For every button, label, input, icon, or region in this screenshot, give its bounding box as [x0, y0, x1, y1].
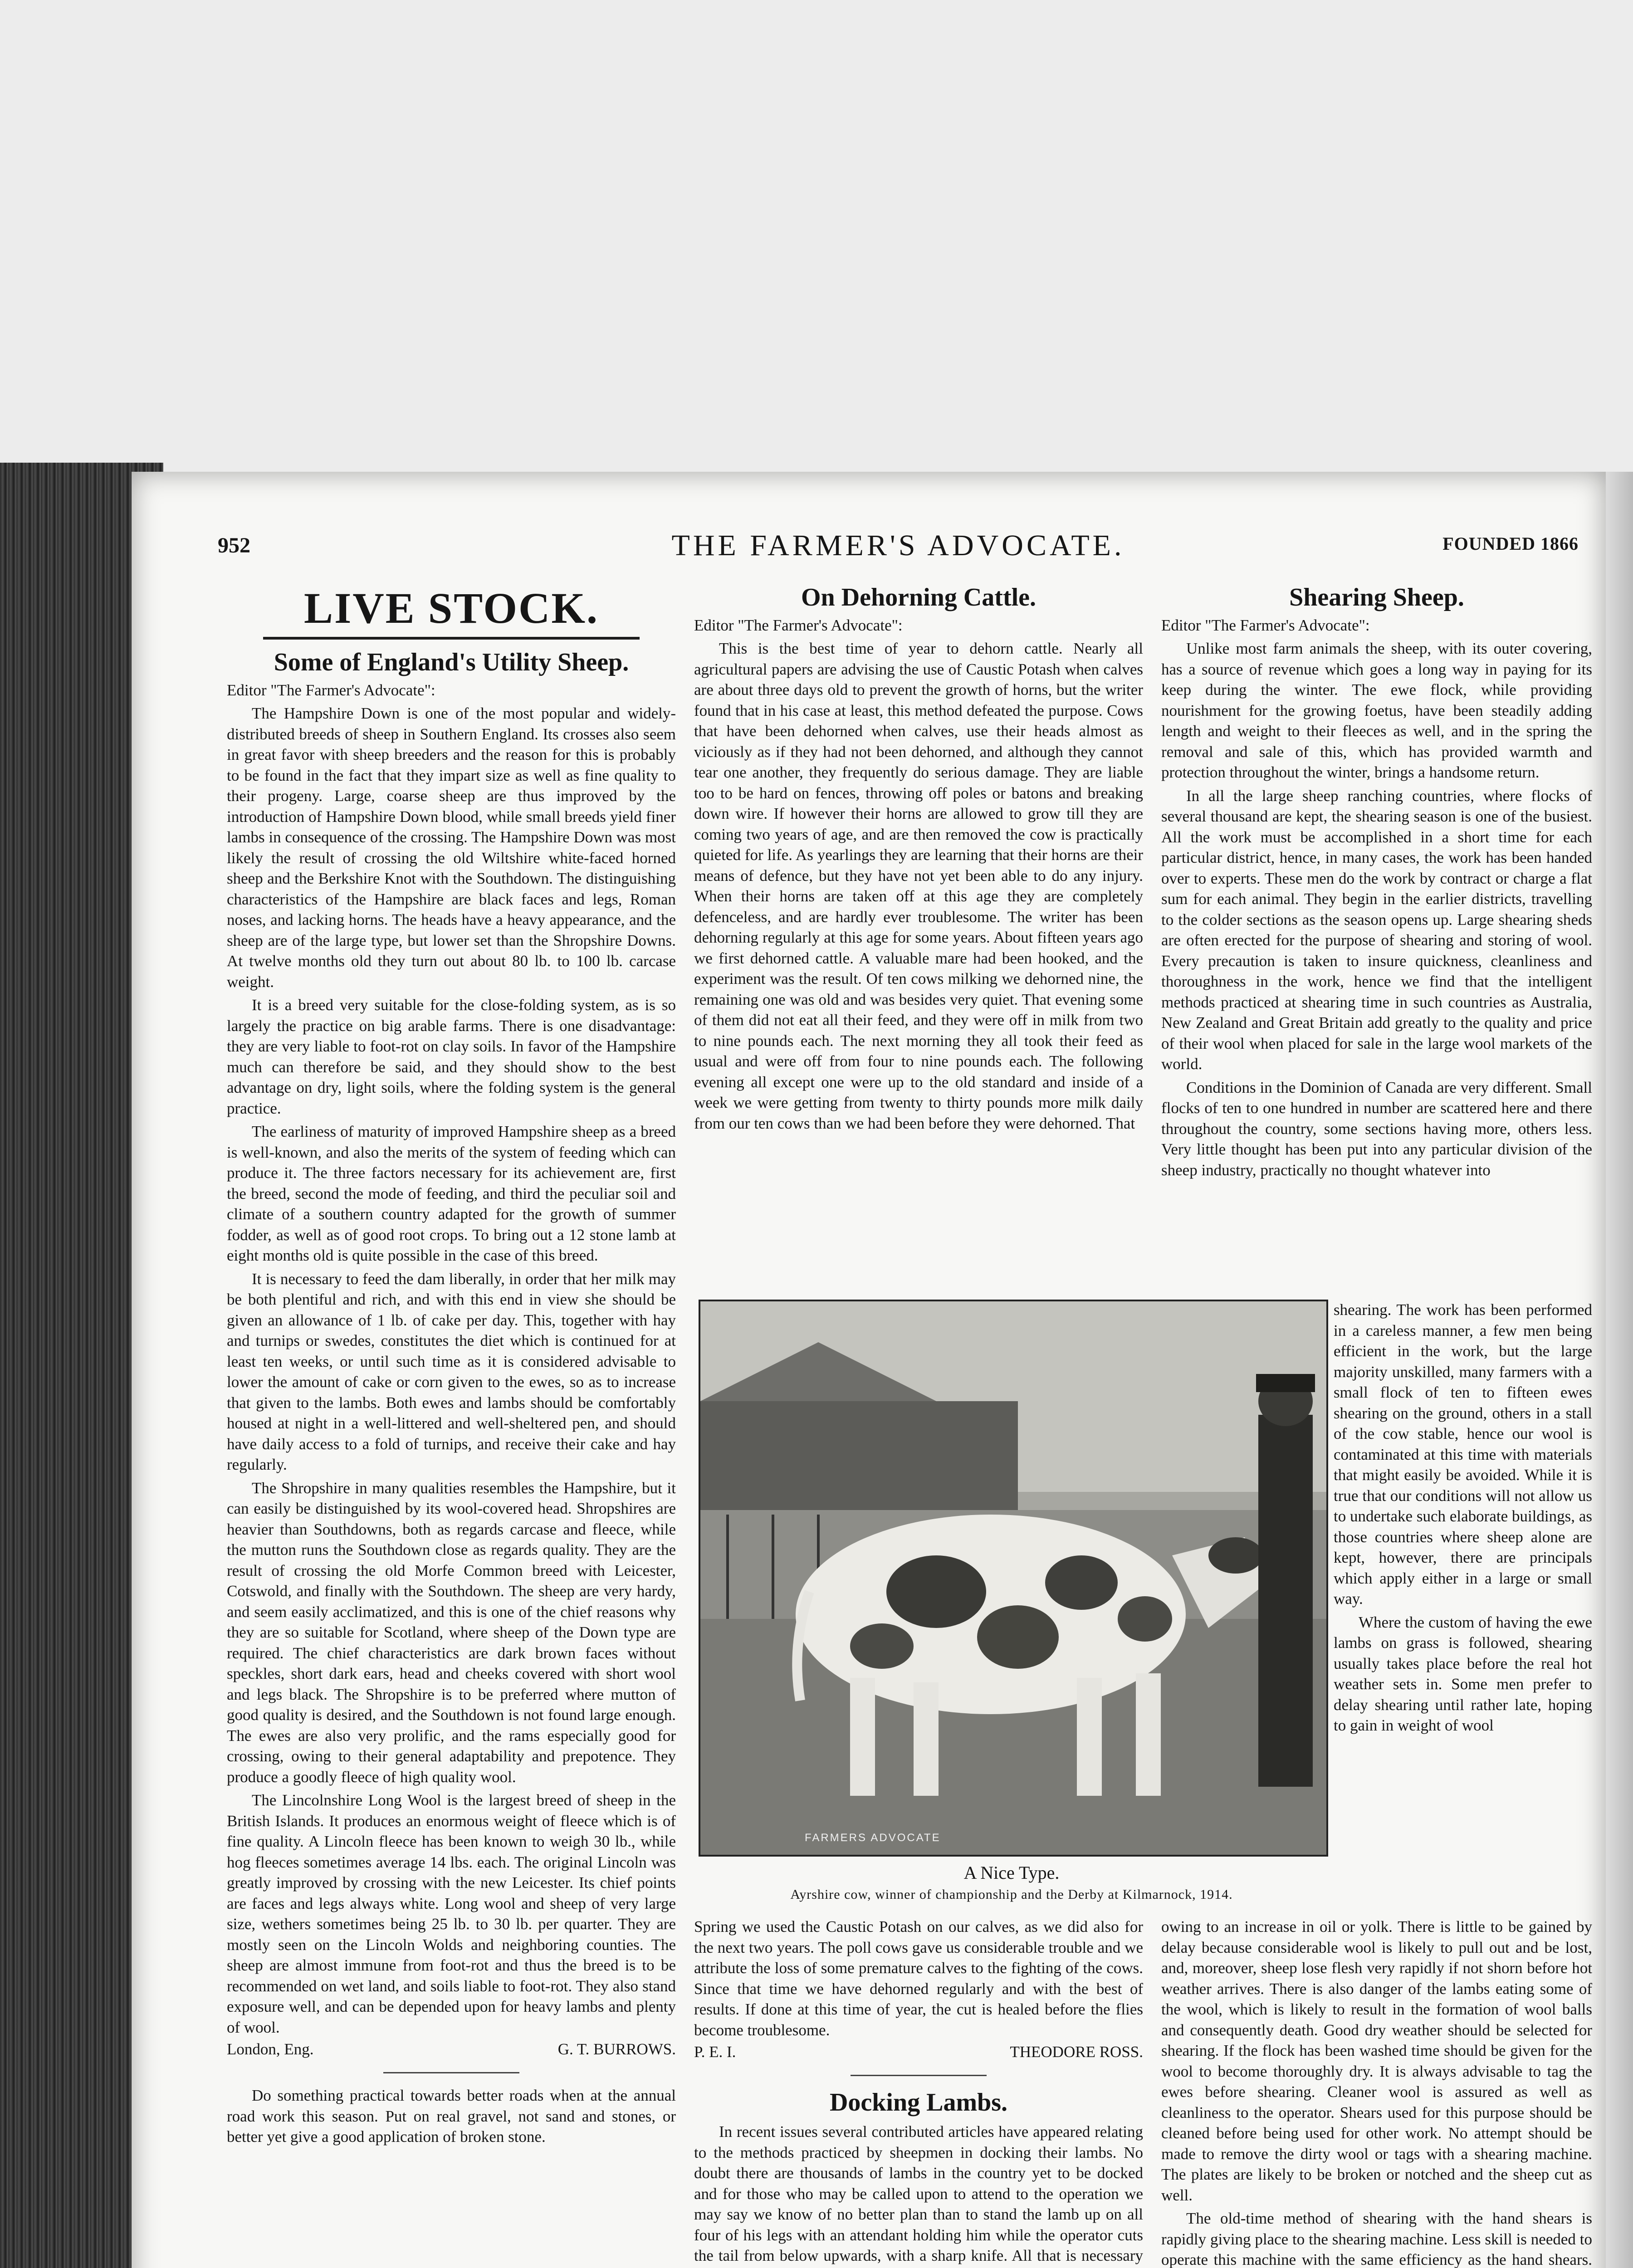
paragraph: The Shropshire in many qualities resembles the Hampshire, but it can easily be distinguished by its wool-covered head. Shropshires are heavier than Southdowns, both as regards carcase and fleece, while the mutton runs the Southdown close as regards quality. They are the result of crossing the old Morfe Common breed with Leicester, Cotswold, and finally with the Southdown. The sheep are very hardy, and seem easily acclimatized, and this is one of the chief reasons why they are so suitable for Scotland, where sheep of the Down type are required. The chief characteristics are dark brown faces without speckles, short dark ears, head and cheeks covered with short wool and legs black. The Shropshire is to be preferred where mutton of good quality is desired, and the Southdown is not found large enough. The ewes are also very prolific, and the rams especially good for crossing, owing to their general adaptability and prepotence. They produce a goodly fleece of high quality wool.	[227, 1479, 676, 1786]
signature-line	[227, 2040, 676, 2058]
paragraph: In recent issues several contributed articles have appeared relating to the methods practiced by sheepmen in docking their lambs. No doubt there are thousands of lambs in the country yet to be docked and for those who may be called upon to attend to the operation we may say we know of no better plan than to stand the lamb up on all four of his legs with an attendant holding him while the operator cuts the tail from below upwards, with a sharp knife. All that is necessary	[694, 2123, 1143, 2264]
column-left	[227, 583, 676, 2150]
photo-caption: Ayrshire cow, winner of championship and the Derby at Kilmarnock, 1914.	[790, 1887, 1233, 1902]
column-right-narrow	[1334, 1300, 1592, 1739]
paragraph: shearing. The work has been performed in a careless manner, a few men being efficient in the work, but the large majority unskilled, many farmers with a small flock of ten to fifteen ewes shearing on the ground, others in a stall of the cow stable, hence our wool is contaminated at this time with materials that might easily be avoided. While it is true that our conditions will not allow us to undertake such elaborate buildings, as those countries where sheep alone are kept, however, there are principals which apply either in a large or small way.	[1334, 1301, 1592, 1608]
article-title-dehorning: On Dehorning Cattle.	[801, 583, 1036, 611]
paragraph: Spring we used the Caustic Potash on our calves, as we did also for the next two years. The poll cows gave us considerable trouble and we attribute the loss of some premature calves to the fighting of the cows. Since that time we have dehorned regularly and with the best of results. If done at this time of year, the cut is healed before the flies become troublesome.	[694, 1918, 1143, 2039]
article-title-docking: Docking Lambs.	[829, 2088, 1008, 2116]
article-body-shearing	[1161, 638, 1592, 1180]
divider-rule	[383, 2072, 519, 2073]
signature-line	[694, 2043, 1143, 2061]
paragraph: The earliness of maturity of improved Hampshire sheep as a breed is well-known, and also the merits of the system of feeding which can produce it. The three factors necessary for its achievement are, first the breed, second the mode of feeding, and third the peculiar soil and climate of a southern country adapted for the growth of summer fodder, as well as of good root crops. To bring out a 12 stone lamb at eight months old is quite possible in the case of this breed.	[227, 1123, 676, 1264]
section-rule	[263, 637, 640, 640]
ayrshire-cow-image	[700, 1301, 1326, 1855]
roads-note	[227, 2085, 676, 2147]
film-leader	[0, 0, 1633, 472]
paragraph: Conditions in the Dominion of Canada are very different. Small flocks of ten to one hundred in number are scattered here and there throughout the country, some sections having more, others less. Very little thought has been put into any particular division of the sheep industry, practically no thought whatever into	[1161, 1078, 1592, 1179]
paragraph: Do something practical towards better roads when at the annual road work this season. Put on real gravel, not sand and stones, or better yet give a good application of broken stone.	[227, 2087, 676, 2146]
paragraph: It is necessary to feed the dam liberally, in order that her milk may be both plentiful and rich, and with this end in view she should be given an allowance of 1 lb. of cake per day. This, together with hay and turnips or swedes, constitutes the diet which is continued for at least ten weeks, or until such time as it is considered advisable to lower the amount of cake or corn given to the ewes, so as to increase that given to the lambs. Both ewes and lambs should be comfortably housed at night in a well-littered and well-sheltered pen, and should have daily access to a fold of turnips, and receive their cake and hay regularly.	[227, 1270, 676, 1473]
photo-watermark: FARMERS ADVOCATE	[805, 1832, 941, 1844]
paragraph: It is a breed very suitable for the close-folding system, as is so largely the practice on big arable farms. There is one disadvantage: they are very liable to foot-rot on clay soils. In favor of the Hampshire much can therefore be said, and they should show to the best advantage on dry, light soils, where the folding system is the general practice.	[227, 996, 676, 1117]
editor-line: Editor "The Farmer's Advocate":	[227, 681, 435, 699]
newspaper-title: THE FARMER'S ADVOCATE.	[671, 529, 1125, 562]
column-right-bottom	[1161, 1916, 1592, 2268]
editor-line: Editor "The Farmer's Advocate":	[694, 616, 903, 634]
cow-photograph	[699, 1300, 1328, 1857]
paragraph: Unlike most farm animals the sheep, with its outer covering, has a source of revenue which goes a long way in paying for its keep during the winter. The ewe flock, while providing nourishment for the growing foetus, have been steadily adding length and weight to their fleeces as well, and in the spring the removal and sale of this, which has provided warmth and protection throughout the winter, brings a handsome return.	[1161, 640, 1592, 781]
paragraph: The old-time method of shearing with the hand shears is rapidly giving place to the shearing machine. Less skill is needed to operate this machine with the same efficiency as the hand shears.	[1161, 2209, 1592, 2268]
article-body-shearing-narrow	[1334, 1300, 1592, 1736]
article-body-shearing-continued	[1161, 1916, 1592, 2268]
article-body-dehorning	[694, 638, 1143, 1134]
article-body-dehorning-continued	[694, 1916, 1143, 2040]
place-name: London, Eng.	[227, 2040, 314, 2058]
paragraph: This is the best time of year to dehorn cattle. Nearly all agricultural papers are advising the use of Caustic Potash when calves are about three days old to prevent the growth of horns, but the writer found that in his case at least, this method defeated the purpose. Cows that have been dehorned when calves, use their heads almost as viciously as if they had not been dehorned, and although they cannot tear one another, they frequently do serious damage. They are liable too to be hard on fences, throwing off poles or batons and breaking down wire. If however their horns are allowed to grow till they are coming two years of age, and are then removed the cow is practically quieted for life. As yearlings they are learning that their horns are their means of defence, but they have not yet been able to do any injury. When their horns are taken off at this age they are completely defenceless, and are hardly ever troublesome. The writer has been dehorning regularly at this age for some years. About fifteen years ago we first dehorned cattle. A valuable mare had been hooked, and the experiment was the result. Of ten cows milking we dehorned nine, the remaining one was old and was besides very quiet. That evening some of them did not eat all their feed, and they were off in milk from two to nine pounds each. The next morning they all took their feed as usual and were off from four to nine pounds each. The following evening all except one were up to the old standard and inside of a week we were getting from twenty to thirty pounds more milk daily from our ten cows than we had been before they were dehorned. That	[694, 640, 1143, 1132]
article-title-shearing: Shearing Sheep.	[1289, 583, 1464, 611]
article-title-utility-sheep: Some of England's Utility Sheep.	[274, 648, 629, 676]
place-name: P. E. I.	[694, 2043, 736, 2061]
section-heading: LIVE STOCK.	[303, 584, 599, 632]
paragraph: The Lincolnshire Long Wool is the largest breed of sheep in the British Islands. It produces an enormous weight of fleece which is of fine quality. A Lincoln fleece has been known to weigh 30 lb., while hog fleeces sometimes average 14 lbs. each. The original Lincoln was greatly improved by crossing with the new Leicester. Its chief points are faces and legs always white. Long wool and sheep of very large size, wethers sometimes being 25 lb. to 30 lb. per quarter. They are mostly seen on the Lincoln Wolds and neighboring counties. The sheep are almost immune from foot-rot and thus the breed is to be recommended on wet land, and soils liable to foot-rot. They also stand exposure well, and can be depended upon for heavy lambs and plenty of wool.	[227, 1791, 676, 2036]
editor-line: Editor "The Farmer's Advocate":	[1161, 616, 1370, 634]
column-right-top	[1161, 583, 1592, 1183]
article-body-utility-sheep	[227, 703, 676, 2038]
page-content	[218, 529, 1592, 2268]
paragraph: The Hampshire Down is one of the most popular and widely-distributed breeds of sheep in Southern England. Its crosses also seem in great favor with sheep breeders and the reason for this is probably to be found in the fact that they impart size as well as fine quality to their progeny. Large, coarse sheep are thus improved by the introduction of Hampshire Down blood, while small breeds yield finer lambs in consequence of the crossing. The Hampshire Down was most likely the result of crossing the old Wiltshire white-faced horned sheep and the Berkshire Knot with the Southdown. The distinguishing characteristics of the Hampshire are black faces and legs, Roman noses, and lacking horns. The heads have a heavy appearance, and the sheep are of the large type, but lower set than the Shropshire Downs. At twelve months old they turn out about 80 lb. to 100 lb. carcase weight.	[227, 704, 676, 991]
page-number: 952	[218, 533, 250, 557]
author-signature: G. T. BURROWS.	[557, 2040, 676, 2058]
founded-line: FOUNDED 1866	[1442, 533, 1579, 554]
paragraph: In all the large sheep ranching countries, where flocks of several thousand are kept, the shearing season is one of the busiest. All the work must be accomplished in a short time for each particular district, hence, in many cases, the work has been handed over to experts. These men do the work by contract or charge a flat sum for each animal. They begin in the earlier districts, travelling to the colder sections as the season opens up. Large shearing sheds are often erected for the purpose of shearing and storing of wool. Every precaution is taken to insure quickness, cleanliness and thoroughness in the work, hence we find that the intelligent methods practiced at shearing time in such countries as Australia, New Zealand and Great Britain add greatly to the quality and price of their wool when placed for sale in the large wool markets of the world.	[1161, 787, 1592, 1073]
article-body-docking	[694, 2121, 1143, 2268]
column-middle-bottom	[694, 1916, 1143, 2268]
photo-title: A Nice Type.	[963, 1862, 1060, 1883]
masthead	[218, 529, 1579, 569]
paragraph: owing to an increase in oil or yolk. There is little to be gained by delay because considerable wool is likely to pull out and be lost, and, moreover, sheep lose flesh very rapidly if not shorn before hot weather arrives. There is also danger of the lambs eating some of the wool, which is likely to result in the formation of wool balls and consequently death. Good dry weather should be selected for shearing. If the flock has been washed time should be given for the wool to become thoroughly dry. It is always advisable to tag the ewes before shearing. Cleaner wool is assured as well as cleanliness to the operator. Shears used for this purpose should be cleaned before being used for other work. No attempt should be made to remove the dirty wool or tags with a shearing machine. The plates are likely to be broken or notched and the sheep cut as well.	[1161, 1918, 1592, 2204]
author-signature: THEODORE ROSS.	[1010, 2043, 1143, 2061]
divider-rule	[851, 2075, 987, 2076]
right-margin-strip	[1606, 472, 1633, 2268]
column-middle-top	[694, 583, 1143, 1136]
paragraph: Where the custom of having the ewe lambs on grass is followed, shearing usually takes place before the real hot weather sets in. Some men prefer to delay shearing until rather late, hoping to gain in weight of wool	[1334, 1613, 1592, 1734]
newspaper-page	[132, 472, 1606, 2268]
